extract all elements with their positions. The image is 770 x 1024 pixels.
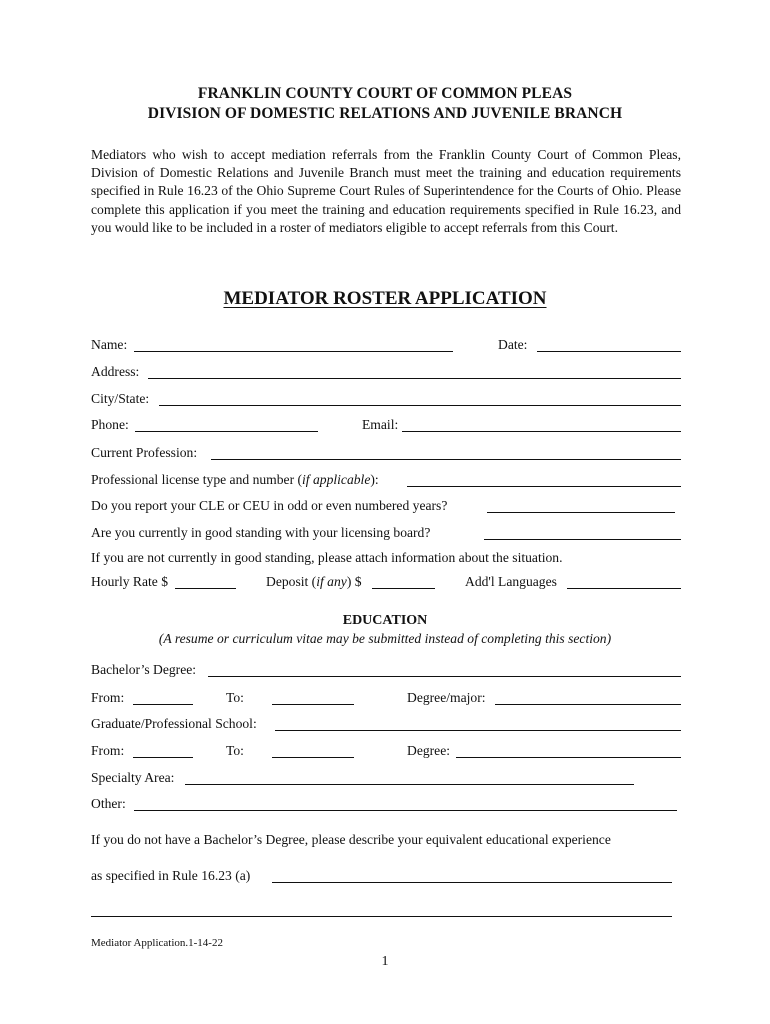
license-label: Professional license type and number (if applicable):	[91, 472, 379, 487]
profession-label: Current Profession:	[91, 445, 198, 460]
city-state-label: City/State:	[91, 391, 150, 406]
row-graduate	[91, 714, 681, 734]
graduate-label: Graduate/Professional School:	[91, 716, 257, 731]
phone-label: Phone:	[91, 417, 129, 432]
phone-field[interactable]	[135, 431, 318, 432]
page-number: 1	[381, 954, 389, 969]
hourly-rate-label: Hourly Rate $	[91, 574, 169, 589]
specialty-label: Specialty Area:	[91, 770, 175, 785]
as-specified-label: as specified in Rule 16.23 (a)	[91, 868, 251, 883]
bachelors-from-field[interactable]	[133, 704, 193, 705]
languages-label: Add'l Languages	[465, 574, 557, 589]
row-cle	[91, 496, 681, 516]
other-field[interactable]	[134, 810, 677, 811]
not-standing-note: If you are not currently in good standing, please attach information about the situation.	[91, 550, 563, 565]
hourly-rate-field[interactable]	[175, 588, 236, 589]
court-name-heading: FRANKLIN COUNTY COURT OF COMMON PLEAS	[197, 85, 573, 102]
graduate-to-label: To:	[226, 743, 244, 758]
standing-label: Are you currently in good standing with your licensing board?	[91, 525, 431, 540]
email-label: Email:	[362, 417, 399, 432]
specialty-field[interactable]	[185, 784, 634, 785]
name-field[interactable]	[134, 351, 453, 352]
address-field[interactable]	[148, 378, 681, 379]
city-state-field[interactable]	[159, 405, 681, 406]
graduate-field[interactable]	[275, 730, 681, 731]
row-specialty	[91, 768, 681, 788]
license-field[interactable]	[407, 486, 681, 487]
date-field[interactable]	[537, 351, 681, 352]
education-heading: EDUCATION	[342, 613, 428, 628]
document-id: Mediator Application.1-14-22	[91, 937, 223, 949]
other-label: Other:	[91, 796, 126, 811]
degree-major-field[interactable]	[495, 704, 681, 705]
row-graduate-dates	[91, 741, 681, 761]
row-city-state	[91, 389, 681, 409]
bachelors-to-label: To:	[226, 690, 244, 705]
row-name-date	[91, 335, 681, 355]
row-other	[91, 794, 681, 814]
date-label: Date:	[498, 337, 528, 352]
row-address	[91, 362, 681, 382]
row-phone-email	[91, 415, 681, 435]
row-bachelors-dates	[91, 688, 681, 708]
equivalent-field-1[interactable]	[272, 882, 672, 883]
degree-label: Degree:	[407, 743, 451, 758]
profession-field[interactable]	[211, 459, 681, 460]
no-bachelors-note: If you do not have a Bachelor’s Degree, please describe your equivalent educational experience	[91, 832, 611, 847]
graduate-from-label: From:	[91, 743, 125, 758]
degree-major-label: Degree/major:	[407, 690, 486, 705]
cle-field[interactable]	[487, 512, 675, 513]
bachelors-label: Bachelor’s Degree:	[91, 662, 197, 677]
bachelors-field[interactable]	[208, 676, 681, 677]
division-heading: DIVISION OF DOMESTIC RELATIONS AND JUVENILE BRANCH	[147, 105, 623, 122]
bachelors-from-label: From:	[91, 690, 125, 705]
row-equivalent	[91, 866, 681, 886]
graduate-to-field[interactable]	[272, 757, 354, 758]
cle-label: Do you report your CLE or CEU in odd or even numbered years?	[91, 498, 448, 513]
row-license	[91, 470, 681, 490]
deposit-label: Deposit (if any) $	[266, 574, 362, 589]
form-title: MEDIATOR ROSTER APPLICATION	[223, 288, 547, 309]
row-rates	[91, 572, 681, 592]
intro-paragraph: Mediators who wish to accept mediation referrals from the Franklin County Court of Common Pleas, Division of Domestic Relations and Juvenile Branch must meet the training and education requirements specified in Rule 16.23 of the Ohio Supreme Court Rules of Superintendence for the Courts of Ohio. Please complete this application if you meet the training and education requirements specified in Rule 16.23, and you would like to be included in a roster of mediators eligible to accept referrals from this Court.	[91, 147, 681, 235]
education-subheading: (A resume or curriculum vitae may be submitted instead of completing this section)	[158, 631, 612, 646]
languages-field[interactable]	[567, 588, 681, 589]
row-equivalent-2	[91, 900, 681, 920]
standing-field[interactable]	[484, 539, 681, 540]
equivalent-field-2[interactable]	[91, 916, 672, 917]
row-bachelors	[91, 660, 681, 680]
email-field[interactable]	[402, 431, 681, 432]
row-profession	[91, 443, 681, 463]
bachelors-to-field[interactable]	[272, 704, 354, 705]
address-label: Address:	[91, 364, 140, 379]
graduate-from-field[interactable]	[133, 757, 193, 758]
row-standing	[91, 523, 681, 543]
name-label: Name:	[91, 337, 128, 352]
degree-field[interactable]	[456, 757, 681, 758]
deposit-field[interactable]	[372, 588, 435, 589]
